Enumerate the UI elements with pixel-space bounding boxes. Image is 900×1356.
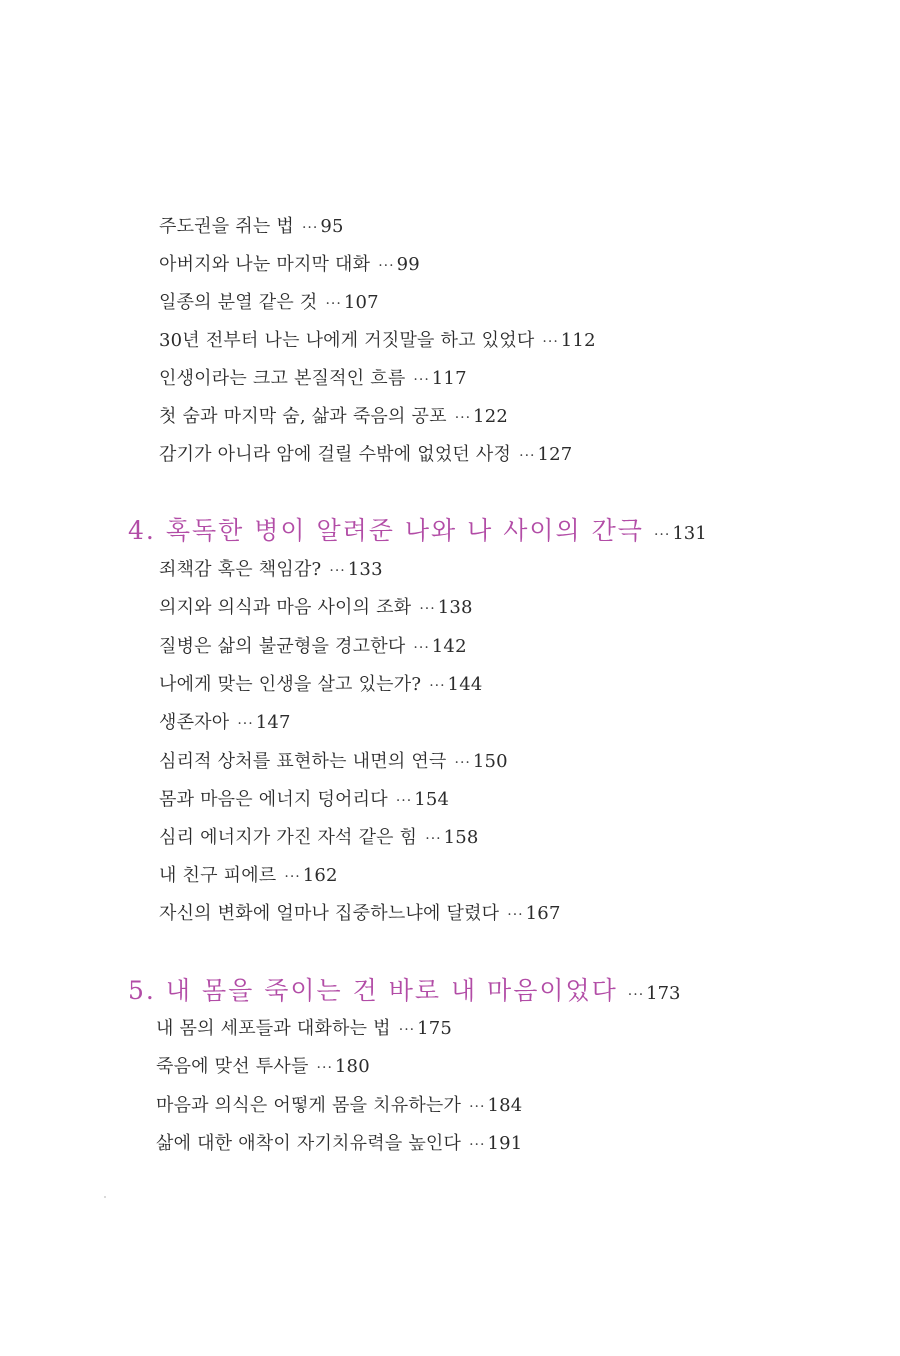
entry-title: 자신의 변화에 얼마나 집중하느냐에 달렸다	[159, 903, 500, 924]
entry-page-number: 99	[396, 254, 420, 275]
entry-page-number: 184	[487, 1095, 523, 1116]
chapter-heading	[128, 976, 681, 1010]
toc-entry	[159, 596, 473, 621]
entry-title: 나에게 맞는 인생을 살고 있는가?	[159, 674, 422, 695]
entry-title: 마음과 의식은 어떻게 몸을 치유하는가	[156, 1095, 462, 1116]
toc-entry	[159, 826, 479, 851]
entry-leader: ···	[398, 1022, 416, 1038]
entry-page-number: 162	[302, 865, 338, 886]
entry-leader: ···	[316, 1060, 333, 1076]
chapter-title: 내 몸을 죽이는 건 바로 내 마음이었다	[165, 976, 618, 1005]
entry-leader: ···	[419, 601, 436, 617]
paper-speck	[104, 1196, 106, 1198]
toc-entry	[159, 405, 508, 430]
toc-entry	[159, 711, 291, 736]
entry-leader: ···	[301, 220, 319, 236]
toc-entry	[159, 788, 449, 813]
toc-entry	[159, 864, 338, 889]
chapter-number: 4.	[128, 516, 156, 545]
entry-page-number: 107	[343, 292, 379, 313]
entry-leader: ···	[469, 1099, 486, 1115]
entry-title: 죄책감 혹은 책임감?	[159, 559, 322, 580]
toc-entry	[159, 215, 344, 240]
chapter-title: 혹독한 병이 알려준 나와 나 사이의 간극	[165, 516, 644, 545]
entry-title: 생존자아	[159, 712, 230, 733]
entry-page-number: 122	[473, 406, 509, 427]
toc-entry	[159, 558, 383, 583]
entry-leader: ···	[425, 831, 442, 847]
entry-leader: ···	[454, 410, 472, 426]
entry-title: 질병은 삶의 불균형을 경고한다	[159, 636, 406, 657]
entry-page-number: 138	[437, 597, 473, 618]
chapter-leader: ···	[653, 527, 671, 543]
entry-page-number: 154	[414, 789, 450, 810]
entry-title: 내 몸의 세포들과 대화하는 법	[156, 1018, 391, 1039]
entry-title: 삶에 대한 애착이 자기치유력을 높인다	[156, 1133, 462, 1154]
toc-entry	[159, 291, 379, 316]
entry-title: 아버지와 나눈 마지막 대화	[159, 254, 371, 275]
entry-title: 감기가 아니라 암에 걸릴 수밖에 없었던 사정	[159, 444, 512, 465]
toc-entry	[156, 1094, 522, 1119]
toc-entry	[159, 367, 467, 392]
entry-leader: ···	[519, 448, 536, 464]
entry-leader: ···	[325, 296, 342, 312]
entry-leader: ···	[454, 755, 471, 771]
toc-entry	[159, 673, 483, 698]
entry-title: 의지와 의식과 마음 사이의 조화	[159, 597, 412, 618]
toc-entry	[159, 902, 561, 927]
entry-title: 심리적 상처를 표현하는 내면의 연극	[159, 751, 447, 772]
entry-title: 일종의 분열 같은 것	[159, 292, 318, 313]
entry-leader: ···	[378, 258, 395, 274]
entry-page-number: 158	[443, 827, 479, 848]
entry-title: 내 친구 피에르	[159, 865, 277, 886]
chapter-page-number: 131	[672, 523, 707, 544]
entry-title: 죽음에 맞선 투사들	[156, 1056, 309, 1077]
entry-leader: ···	[429, 678, 446, 694]
entry-title: 인생이라는 크고 본질적인 흐름	[159, 368, 406, 389]
entry-page-number: 167	[525, 903, 561, 924]
entry-leader: ···	[469, 1137, 486, 1153]
toc-entry	[159, 253, 420, 278]
entry-title: 심리 에너지가 가진 자석 같은 힘	[159, 827, 418, 848]
entry-page-number: 117	[431, 368, 467, 389]
chapter-page-number: 173	[646, 983, 681, 1004]
toc-entry	[159, 750, 508, 775]
entry-leader: ···	[329, 563, 346, 579]
entry-leader: ···	[542, 334, 559, 350]
entry-page-number: 142	[431, 636, 467, 657]
toc-entry	[156, 1017, 452, 1042]
entry-page-number: 133	[347, 559, 383, 580]
entry-title: 주도권을 쥐는 법	[159, 216, 294, 237]
chapter-number: 5.	[128, 976, 156, 1005]
entry-title: 첫 숨과 마지막 숨, 삶과 죽음의 공포	[159, 406, 447, 427]
entry-page-number: 175	[417, 1018, 453, 1039]
entry-page-number: 112	[560, 330, 596, 351]
entry-page-number: 144	[447, 674, 483, 695]
entry-leader: ···	[395, 793, 413, 809]
entry-page-number: 95	[320, 216, 344, 237]
chapter-leader: ···	[627, 987, 645, 1003]
entry-page-number: 191	[487, 1133, 523, 1154]
entry-leader: ···	[413, 372, 430, 388]
entry-page-number: 127	[537, 444, 573, 465]
entry-leader: ···	[507, 907, 524, 923]
entry-page-number: 147	[255, 712, 291, 733]
entry-page-number: 180	[334, 1056, 370, 1077]
entry-title: 30년 전부터 나는 나에게 거짓말을 하고 있었다	[159, 330, 535, 351]
entry-title: 몸과 마음은 에너지 덩어리다	[159, 789, 388, 810]
toc-entry	[156, 1055, 370, 1080]
chapter-heading	[128, 516, 707, 550]
entry-leader: ···	[413, 640, 430, 656]
toc-entry	[159, 443, 572, 468]
toc-entry	[159, 635, 467, 660]
entry-leader: ···	[284, 869, 301, 885]
entry-page-number: 150	[472, 751, 508, 772]
toc-entry	[159, 329, 596, 354]
toc-entry	[156, 1132, 522, 1157]
entry-leader: ···	[237, 716, 254, 732]
